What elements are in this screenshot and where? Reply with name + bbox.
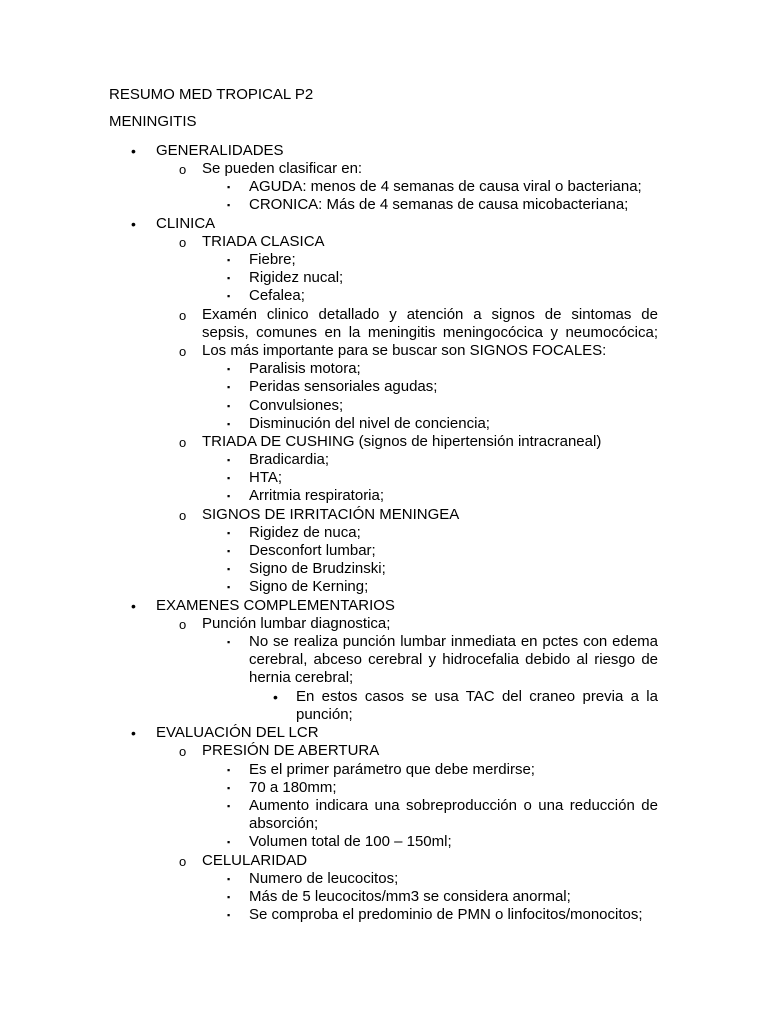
- outline-line-level-3: Numero de leucocitos;: [249, 870, 399, 887]
- bullet-marker: ▪: [227, 401, 231, 411]
- bullet-marker: •: [131, 143, 136, 159]
- bullet-marker: ▪: [227, 801, 231, 811]
- bullet-marker: ▪: [227, 637, 231, 647]
- outline-line-level-1: EVALUACIÓN DEL LCR: [156, 724, 319, 741]
- outline-line-level-3: Disminución del nivel de conciencia;: [249, 415, 490, 432]
- outline-line-level-3: CRONICA: Más de 4 semanas de causa micobacteriana;: [249, 196, 629, 213]
- outline-line-level-3: Peridas sensoriales agudas;: [249, 378, 438, 395]
- outline-line-level-4: En estos casos se usa TAC del craneo previa a la: [296, 688, 658, 705]
- bullet-marker: o: [179, 435, 187, 450]
- bullet-marker: o: [179, 617, 187, 632]
- bullet-marker: o: [179, 508, 187, 523]
- outline-line-level-1: EXAMENES COMPLEMENTARIOS: [156, 597, 395, 614]
- outline-line-level-2: TRIADA CLASICA: [202, 233, 325, 250]
- bullet-marker: ▪: [227, 564, 231, 574]
- outline-line-level-2: TRIADA DE CUSHING (signos de hipertensión intracraneal): [202, 433, 602, 450]
- bullet-marker: ▪: [227, 419, 231, 429]
- outline-line-level-3: Convulsiones;: [249, 397, 344, 414]
- outline-line-level-2: sepsis, comunes en la meningitis meningocócica y neumocócica;: [202, 324, 658, 341]
- bullet-marker: ▪: [227, 874, 231, 884]
- section-heading: MENINGITIS: [109, 113, 197, 130]
- bullet-marker: ▪: [227, 182, 231, 192]
- bullet-marker: •: [273, 689, 278, 705]
- bullet-marker: ▪: [227, 382, 231, 392]
- bullet-marker: ▪: [227, 528, 231, 538]
- outline-line-level-3: Más de 5 leucocitos/mm3 se considera anormal;: [249, 888, 571, 905]
- outline-line-level-2: PRESIÓN DE ABERTURA: [202, 742, 380, 759]
- outline-line-level-3: Se comproba el predominio de PMN o linfocitos/monocitos;: [249, 906, 643, 923]
- outline-line-level-3: Rigidez de nuca;: [249, 524, 361, 541]
- outline-line-level-2: Se pueden clasificar en:: [202, 160, 363, 177]
- bullet-marker: ▪: [227, 546, 231, 556]
- bullet-marker: o: [179, 235, 187, 250]
- bullet-marker: ▪: [227, 837, 231, 847]
- bullet-marker: o: [179, 854, 187, 869]
- outline-line-level-3: Cefalea;: [249, 287, 305, 304]
- document-title: RESUMO MED TROPICAL P2: [109, 86, 314, 103]
- bullet-marker: o: [179, 162, 187, 177]
- bullet-marker: ▪: [227, 765, 231, 775]
- outline-line-level-3: Signo de Brudzinski;: [249, 560, 386, 577]
- outline-line-level-3: Paralisis motora;: [249, 360, 361, 377]
- outline-line-level-2: Los más importante para se buscar son SIGNOS FOCALES:: [202, 342, 607, 359]
- bullet-marker: •: [131, 598, 136, 614]
- bullet-marker: o: [179, 344, 187, 359]
- outline-line-level-3: No se realiza punción lumbar inmediata en pctes con edema: [249, 633, 658, 650]
- outline-line-level-1: CLINICA: [156, 215, 216, 232]
- outline-line-level-3: Signo de Kerning;: [249, 578, 369, 595]
- bullet-marker: ▪: [227, 364, 231, 374]
- bullet-marker: •: [131, 725, 136, 741]
- outline-line-level-3: Arritmia respiratoria;: [249, 487, 385, 504]
- bullet-marker: ▪: [227, 200, 231, 210]
- bullet-marker: ▪: [227, 582, 231, 592]
- bullet-marker: o: [179, 308, 187, 323]
- bullet-marker: ▪: [227, 255, 231, 265]
- bullet-marker: ▪: [227, 273, 231, 283]
- bullet-marker: •: [131, 216, 136, 232]
- outline-line-level-3: cerebral, abceso cerebral y hidrocefalia debido al riesgo de: [249, 651, 658, 668]
- outline-line-level-3: absorción;: [249, 815, 319, 832]
- outline-line-level-2: Examén clinico detallado y atención a signos de sintomas de: [202, 306, 658, 323]
- bullet-marker: ▪: [227, 892, 231, 902]
- outline-line-level-3: 70 a 180mm;: [249, 779, 337, 796]
- outline-line-level-2: CELULARIDAD: [202, 852, 308, 869]
- outline-line-level-2: SIGNOS DE IRRITACIÓN MENINGEA: [202, 506, 460, 523]
- outline-line-level-3: Rigidez nucal;: [249, 269, 344, 286]
- outline-line-level-3: AGUDA: menos de 4 semanas de causa viral o bacteriana;: [249, 178, 642, 195]
- outline-line-level-3: hernia cerebral;: [249, 669, 354, 686]
- bullet-marker: ▪: [227, 291, 231, 301]
- outline-line-level-3: Volumen total de 100 – 150ml;: [249, 833, 452, 850]
- bullet-marker: ▪: [227, 455, 231, 465]
- bullet-marker: ▪: [227, 491, 231, 501]
- outline-line-level-4: punción;: [296, 706, 353, 723]
- outline-line-level-1: GENERALIDADES: [156, 142, 284, 159]
- outline-line-level-3: Aumento indicara una sobreproducción o una reducción de: [249, 797, 658, 814]
- outline-line-level-3: Bradicardia;: [249, 451, 330, 468]
- outline-line-level-3: Es el primer parámetro que debe merdirse;: [249, 761, 535, 778]
- bullet-marker: ▪: [227, 473, 231, 483]
- outline-line-level-3: Desconfort lumbar;: [249, 542, 376, 559]
- outline-line-level-2: Punción lumbar diagnostica;: [202, 615, 391, 632]
- outline-line-level-3: Fiebre;: [249, 251, 296, 268]
- bullet-marker: ▪: [227, 910, 231, 920]
- bullet-marker: ▪: [227, 783, 231, 793]
- outline-line-level-3: HTA;: [249, 469, 283, 486]
- bullet-marker: o: [179, 744, 187, 759]
